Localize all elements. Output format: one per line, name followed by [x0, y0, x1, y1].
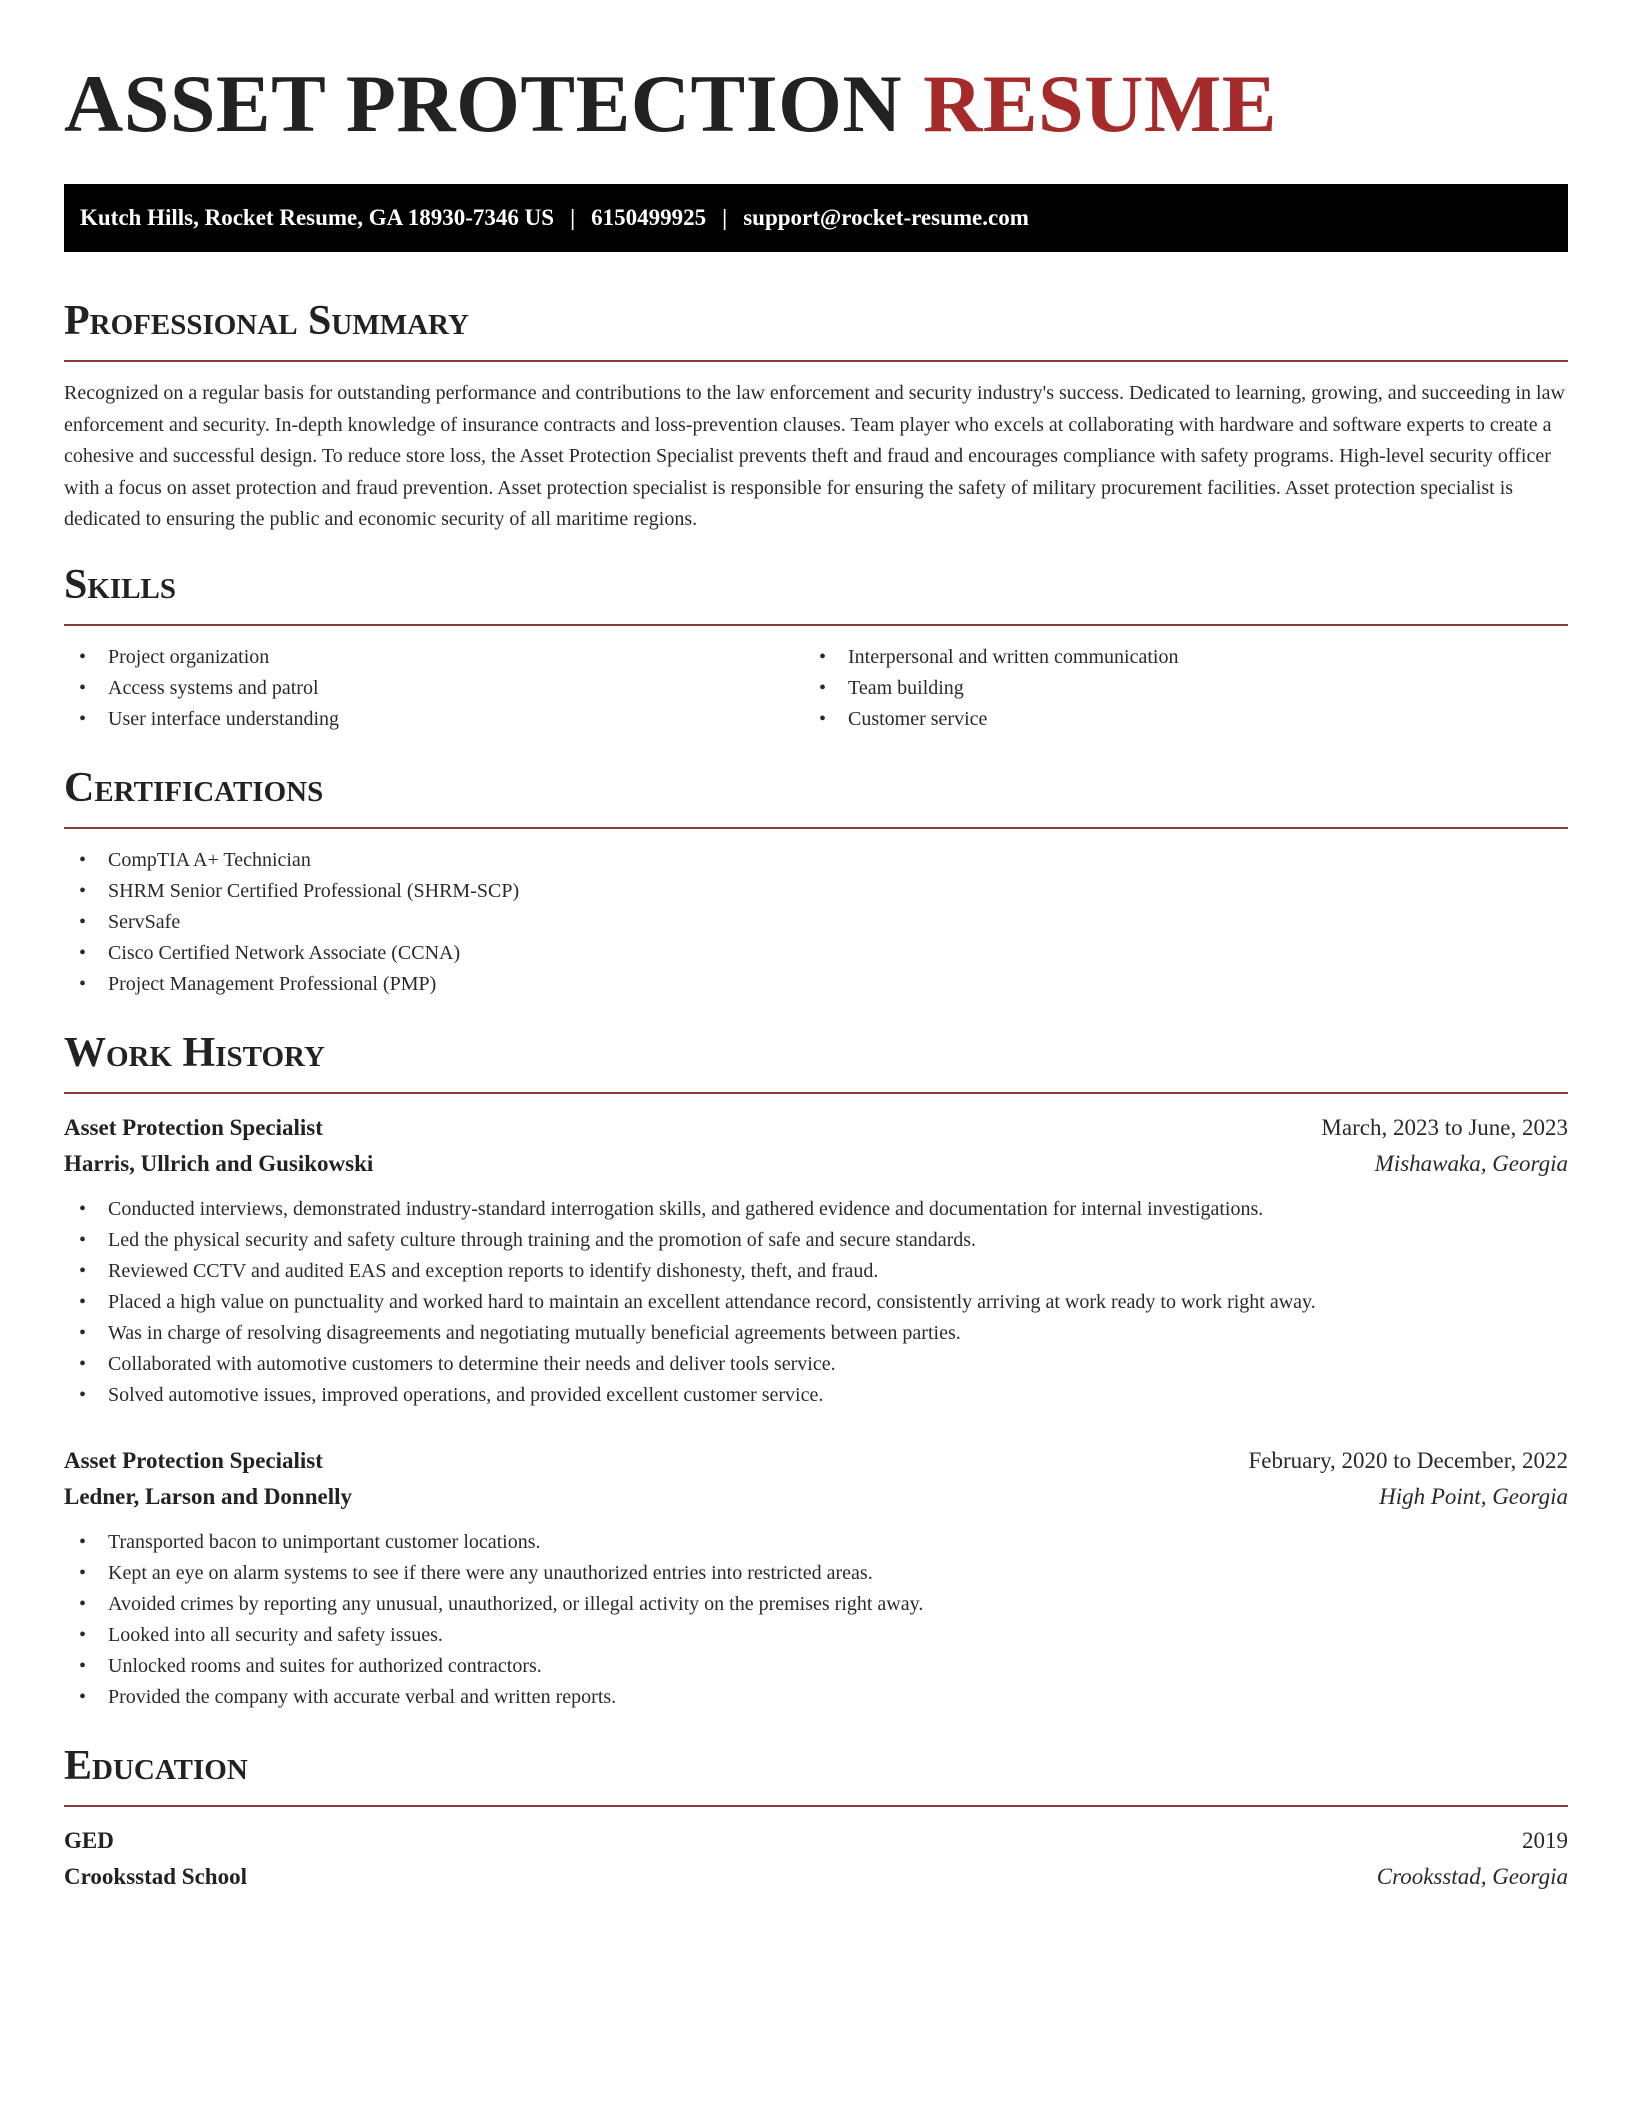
- skill-item: • Interpersonal and written communication: [804, 642, 1568, 673]
- job-bullets: [64, 1527, 1568, 1713]
- certifications-section: [64, 763, 1568, 1000]
- contact-email: support@rocket-resume.com: [743, 205, 1029, 230]
- job-bullet: • Kept an eye on alarm systems to see if there were any unauthorized entries into restricted areas.: [64, 1558, 1568, 1589]
- section-heading: Work History: [64, 1029, 325, 1076]
- education-school-row: [64, 1859, 1568, 1895]
- job-title: Asset Protection Specialist: [64, 1447, 323, 1473]
- section-heading: Professional Summary: [64, 298, 469, 344]
- section-divider: [64, 1805, 1568, 1807]
- job-bullet: • Avoided crimes by reporting any unusual, unauthorized, or illegal activity on the premises right away.: [64, 1589, 1568, 1620]
- job-bullet: • Collaborated with automotive customers to determine their needs and deliver tools service.: [64, 1349, 1568, 1380]
- certifications-list: [64, 845, 1568, 1000]
- section-divider: [64, 624, 1568, 626]
- contact-bar: [64, 184, 1568, 252]
- education-year: 2019: [1522, 1827, 1568, 1853]
- job-bullet: • Provided the company with accurate verbal and written reports.: [64, 1682, 1568, 1713]
- section-divider: [64, 360, 1568, 362]
- job-header-row: [64, 1443, 1568, 1479]
- job-location: High Point, Georgia: [1379, 1483, 1568, 1509]
- skill-item: • Customer service: [804, 704, 1568, 735]
- skills-list-left: [64, 642, 804, 735]
- job-entry: [64, 1110, 1568, 1411]
- skills-grid: [64, 642, 1568, 735]
- certification-item: • SHRM Senior Certified Professional (SHRM-SCP): [64, 876, 1568, 907]
- skills-list-right: [804, 642, 1568, 735]
- contact-separator: |: [570, 205, 576, 230]
- resume-page: [64, 0, 1568, 1895]
- job-location: Mishawaka, Georgia: [1374, 1150, 1568, 1176]
- section-heading: Education: [64, 1742, 248, 1789]
- contact-phone: 6150499925: [591, 205, 707, 230]
- job-bullet: • Transported bacon to unimportant customer locations.: [64, 1527, 1568, 1558]
- job-bullets: [64, 1194, 1568, 1411]
- contact-separator: |: [722, 205, 728, 230]
- job-entry: [64, 1443, 1568, 1713]
- summary-section: [64, 296, 1568, 536]
- job-bullet: • Reviewed CCTV and audited EAS and exception reports to identify dishonesty, theft, and fraud.: [64, 1256, 1568, 1287]
- job-bullet: • Conducted interviews, demonstrated industry-standard interrogation skills, and gathered evidence and documentation for internal investigations.: [64, 1194, 1568, 1225]
- job-bullet: • Solved automotive issues, improved operations, and provided excellent customer service.: [64, 1380, 1568, 1411]
- skill-item: • Project organization: [64, 642, 804, 673]
- title-main: ASSET PROTECTION: [64, 58, 903, 149]
- education-location: Crooksstad, Georgia: [1376, 1863, 1568, 1889]
- section-heading: Certifications: [64, 764, 324, 811]
- section-heading: Skills: [64, 561, 177, 608]
- job-company-row: [64, 1479, 1568, 1515]
- work-history-section: [64, 1028, 1568, 1713]
- certification-item: • Project Management Professional (PMP): [64, 969, 1568, 1000]
- education-header-row: [64, 1823, 1568, 1859]
- education-school: Crooksstad School: [64, 1863, 247, 1889]
- skills-section: [64, 560, 1568, 735]
- summary-text: Recognized on a regular basis for outstanding performance and contributions to the law enforcement and security industry's success. Dedicated to learning, growing, and succeeding in law enforcement and security. In-depth knowledge of insurance contracts and loss-prevention clauses. Team player who excels at collaborating with hardware and software experts to create a cohesive and successful design. To reduce store loss, the Asset Protection Specialist prevents theft and fraud and encourages compliance with safety programs. High-level security officer with a focus on asset protection and fraud prevention. Asset protection specialist is responsible for ensuring the safety of military procurement facilities. Asset protection specialist is dedicated to ensuring the public and economic security of all maritime regions.: [64, 382, 1565, 530]
- job-bullet: • Placed a high value on punctuality and worked hard to maintain an excellent attendance record, consistently arriving at work ready to work right away.: [64, 1287, 1568, 1318]
- job-bullet: • Looked into all security and safety issues.: [64, 1620, 1568, 1651]
- job-dates: February, 2020 to December, 2022: [1248, 1447, 1568, 1473]
- title-accent: RESUME: [923, 58, 1277, 149]
- section-divider: [64, 1092, 1568, 1094]
- education-section: [64, 1741, 1568, 1895]
- contact-address: Kutch Hills, Rocket Resume, GA 18930-7346 US: [80, 205, 555, 230]
- certification-item: • CompTIA A+ Technician: [64, 845, 1568, 876]
- job-bullet: • Led the physical security and safety culture through training and the promotion of safe and secure standards.: [64, 1225, 1568, 1256]
- job-header-row: [64, 1110, 1568, 1146]
- job-bullet: • Unlocked rooms and suites for authorized contractors.: [64, 1651, 1568, 1682]
- resume-title: [64, 0, 1568, 150]
- section-divider: [64, 827, 1568, 829]
- job-bullet: • Was in charge of resolving disagreements and negotiating mutually beneficial agreements between parties.: [64, 1318, 1568, 1349]
- certification-item: • ServSafe: [64, 907, 1568, 938]
- certification-item: • Cisco Certified Network Associate (CCNA): [64, 938, 1568, 969]
- skill-item: • Access systems and patrol: [64, 673, 804, 704]
- skill-item: • Team building: [804, 673, 1568, 704]
- job-company: Ledner, Larson and Donnelly: [64, 1483, 352, 1509]
- job-company-row: [64, 1146, 1568, 1182]
- job-dates: March, 2023 to June, 2023: [1321, 1114, 1568, 1140]
- education-degree: GED: [64, 1827, 114, 1853]
- skill-item: • User interface understanding: [64, 704, 804, 735]
- job-company: Harris, Ullrich and Gusikowski: [64, 1150, 374, 1176]
- education-entry: [64, 1823, 1568, 1895]
- job-title: Asset Protection Specialist: [64, 1114, 323, 1140]
